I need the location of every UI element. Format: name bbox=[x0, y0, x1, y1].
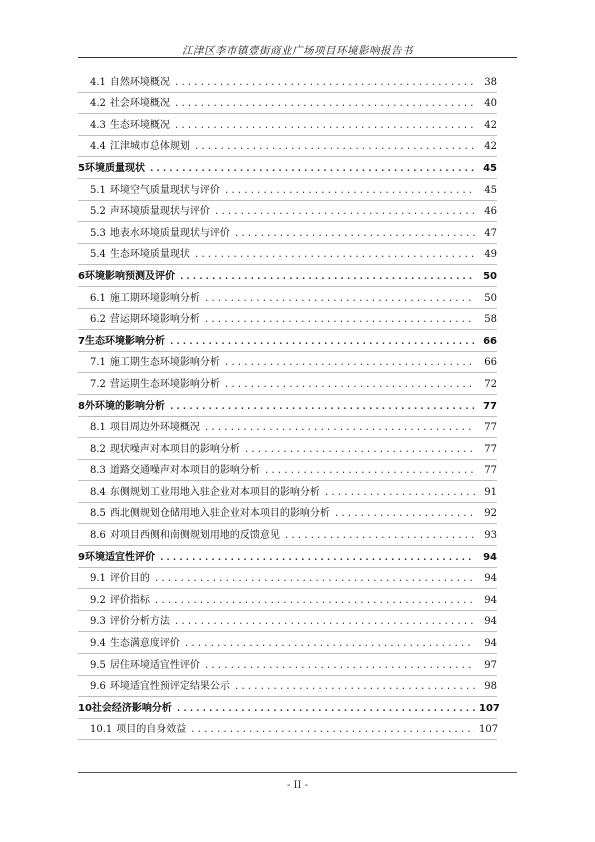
toc-entry-title: 外环境的影响分析 bbox=[84, 400, 165, 412]
toc-dot-leader bbox=[190, 724, 475, 736]
table-of-contents bbox=[78, 71, 500, 740]
footer-divider bbox=[78, 772, 517, 773]
toc-entry-number: 8 bbox=[78, 400, 85, 412]
toc-entry-page: 42 bbox=[484, 119, 497, 131]
toc-entry-title: 项目的自身效益 bbox=[116, 724, 187, 736]
toc-entry-page: 77 bbox=[484, 443, 497, 455]
toc-section-entry[interactable] bbox=[78, 309, 497, 331]
header-title: 江津区李市镇壹街商业广场项目环境影响报告书 bbox=[182, 45, 413, 57]
toc-entry-number: 8.1 bbox=[90, 422, 106, 434]
toc-section-entry[interactable] bbox=[78, 438, 497, 460]
toc-entry-page: 91 bbox=[484, 486, 497, 498]
toc-entry-page: 66 bbox=[484, 357, 497, 369]
toc-section-entry[interactable] bbox=[78, 136, 497, 158]
toc-entry-title: 现状噪声对本项目的影响分析 bbox=[109, 443, 240, 455]
toc-entry-number: 4.4 bbox=[90, 141, 106, 153]
toc-entry-title: 生态满意度评价 bbox=[109, 638, 180, 650]
toc-entry-title: 环境质量现状 bbox=[84, 162, 145, 174]
toc-entry-number: 8.5 bbox=[90, 508, 106, 520]
toc-entry-number: 8.6 bbox=[90, 530, 106, 542]
toc-chapter-entry[interactable] bbox=[78, 157, 497, 179]
toc-section-entry[interactable] bbox=[78, 373, 497, 395]
toc-entry-page: 42 bbox=[484, 141, 497, 153]
toc-entry-title: 环境适宜性评价 bbox=[84, 551, 155, 563]
toc-dot-leader bbox=[204, 660, 475, 672]
toc-entry-page: 40 bbox=[484, 98, 497, 110]
toc-dot-leader bbox=[324, 487, 475, 499]
toc-entry-title: 声环境质量现状与评价 bbox=[109, 206, 210, 218]
toc-entry-number: 7 bbox=[78, 335, 85, 347]
toc-dot-leader bbox=[264, 465, 475, 477]
toc-dot-leader bbox=[159, 552, 475, 564]
toc-entry-number: 9.3 bbox=[90, 616, 106, 628]
toc-dot-leader bbox=[204, 314, 475, 326]
toc-entry-page: 50 bbox=[483, 270, 497, 282]
toc-entry-page: 94 bbox=[483, 551, 497, 563]
toc-entry-number: 4.1 bbox=[90, 76, 106, 88]
toc-entry-title: 社会环境概况 bbox=[109, 98, 170, 110]
toc-dot-leader bbox=[179, 271, 475, 283]
toc-entry-title: 社会经济影响分析 bbox=[91, 702, 172, 714]
toc-entry-number: 9.6 bbox=[90, 681, 106, 693]
toc-section-entry[interactable] bbox=[78, 654, 497, 676]
toc-dot-leader bbox=[284, 530, 475, 542]
toc-section-entry[interactable] bbox=[78, 179, 497, 201]
toc-section-entry[interactable] bbox=[78, 676, 497, 698]
toc-dot-leader bbox=[174, 616, 475, 628]
toc-entry-title: 生态环境影响分析 bbox=[84, 335, 165, 347]
toc-section-entry[interactable] bbox=[78, 417, 497, 439]
toc-section-entry[interactable] bbox=[78, 719, 497, 741]
toc-entry-number: 8.2 bbox=[90, 443, 106, 455]
toc-dot-leader bbox=[234, 681, 475, 693]
toc-entry-page: 107 bbox=[479, 724, 499, 736]
toc-entry-number: 6 bbox=[78, 270, 85, 282]
toc-dot-leader bbox=[224, 185, 475, 197]
toc-dot-leader bbox=[174, 120, 475, 132]
toc-entry-page: 94 bbox=[484, 638, 497, 650]
toc-entry-number: 4.2 bbox=[90, 98, 106, 110]
toc-dot-leader bbox=[149, 163, 475, 175]
toc-dot-leader bbox=[214, 206, 475, 218]
toc-section-entry[interactable] bbox=[78, 481, 497, 503]
toc-entry-title: 施工期环境影响分析 bbox=[109, 292, 200, 304]
toc-dot-leader bbox=[174, 77, 475, 89]
toc-entry-title: 项目周边外环境概况 bbox=[109, 422, 200, 434]
toc-entry-page: 77 bbox=[484, 465, 497, 477]
toc-entry-title: 评价指标 bbox=[109, 594, 150, 606]
toc-entry-number: 6.2 bbox=[90, 314, 106, 326]
toc-entry-page: 50 bbox=[484, 292, 497, 304]
toc-entry-title: 施工期生态环境影响分析 bbox=[109, 357, 220, 369]
header-divider bbox=[78, 57, 517, 58]
toc-entry-number: 9 bbox=[78, 551, 85, 563]
toc-section-entry[interactable] bbox=[78, 589, 497, 611]
toc-entry-title: 西北侧规划仓储用地入驻企业对本项目的影响分析 bbox=[109, 508, 330, 520]
toc-entry-title: 生态环境质量现状 bbox=[109, 249, 190, 261]
toc-entry-page: 93 bbox=[484, 530, 497, 542]
toc-section-entry[interactable] bbox=[78, 503, 497, 525]
toc-dot-leader bbox=[176, 703, 475, 715]
toc-section-entry[interactable] bbox=[78, 201, 497, 223]
toc-entry-title: 地表水环境质量现状与评价 bbox=[109, 227, 230, 239]
toc-entry-title: 东侧规划工业用地入驻企业对本项目的影响分析 bbox=[109, 486, 320, 498]
toc-entry-page: 58 bbox=[484, 314, 497, 326]
toc-entry-number: 6.1 bbox=[90, 292, 106, 304]
toc-entry-title: 营运期生态环境影响分析 bbox=[109, 378, 220, 390]
toc-chapter-entry[interactable] bbox=[78, 265, 497, 287]
toc-section-entry[interactable] bbox=[78, 114, 497, 136]
toc-section-entry[interactable] bbox=[78, 71, 497, 93]
toc-entry-page: 47 bbox=[484, 227, 497, 239]
toc-entry-page: 97 bbox=[484, 659, 497, 671]
toc-entry-title: 生态环境概况 bbox=[109, 119, 170, 131]
toc-entry-page: 49 bbox=[484, 249, 497, 261]
toc-entry-title: 对项目西侧和南侧规划用地的反馈意见 bbox=[109, 530, 280, 542]
toc-entry-title: 营运期环境影响分析 bbox=[109, 314, 200, 326]
toc-section-entry[interactable] bbox=[78, 287, 497, 309]
toc-entry-number: 5.2 bbox=[90, 206, 106, 218]
toc-section-entry[interactable] bbox=[78, 93, 497, 115]
toc-dot-leader bbox=[204, 422, 475, 434]
toc-entry-title: 自然环境概况 bbox=[109, 76, 170, 88]
toc-dot-leader bbox=[154, 573, 475, 585]
toc-entry-page: 38 bbox=[484, 76, 497, 88]
toc-section-entry[interactable] bbox=[78, 632, 497, 654]
toc-entry-number: 8.3 bbox=[90, 465, 106, 477]
toc-entry-title: 评价分析方法 bbox=[109, 616, 170, 628]
toc-entry-number: 4.3 bbox=[90, 119, 106, 131]
toc-entry-page: 72 bbox=[484, 378, 497, 390]
toc-entry-page: 94 bbox=[484, 616, 497, 628]
toc-entry-page: 45 bbox=[483, 162, 497, 174]
toc-entry-number: 8.4 bbox=[90, 486, 106, 498]
toc-dot-leader bbox=[194, 249, 475, 261]
toc-dot-leader bbox=[154, 595, 475, 607]
toc-entry-number: 5.1 bbox=[90, 184, 106, 196]
toc-entry-number: 5.3 bbox=[90, 227, 106, 239]
toc-chapter-entry[interactable] bbox=[78, 697, 500, 719]
toc-dot-leader bbox=[224, 379, 475, 391]
toc-entry-number: 5 bbox=[78, 162, 85, 174]
toc-entry-number: 10.1 bbox=[90, 724, 113, 736]
toc-section-entry[interactable] bbox=[78, 460, 497, 482]
toc-entry-number: 10 bbox=[78, 702, 92, 714]
toc-section-entry[interactable] bbox=[78, 222, 497, 244]
toc-entry-page: 77 bbox=[483, 400, 497, 412]
toc-dot-leader bbox=[184, 638, 475, 650]
toc-entry-number: 9.4 bbox=[90, 638, 106, 650]
toc-entry-title: 居住环境适宜性评价 bbox=[109, 659, 200, 671]
toc-dot-leader bbox=[234, 228, 475, 240]
toc-entry-page: 94 bbox=[484, 594, 497, 606]
toc-dot-leader bbox=[334, 508, 475, 520]
toc-chapter-entry[interactable] bbox=[78, 395, 497, 417]
toc-section-entry[interactable] bbox=[78, 352, 497, 374]
toc-entry-page: 98 bbox=[484, 681, 497, 693]
toc-dot-leader bbox=[244, 444, 475, 456]
toc-section-entry[interactable] bbox=[78, 568, 497, 590]
toc-dot-leader bbox=[204, 293, 475, 305]
toc-entry-title: 评价目的 bbox=[109, 573, 150, 585]
toc-entry-number: 9.1 bbox=[90, 573, 106, 585]
toc-entry-page: 46 bbox=[484, 206, 497, 218]
toc-entry-page: 45 bbox=[484, 184, 497, 196]
toc-entry-title: 道路交通噪声对本项目的影响分析 bbox=[109, 465, 260, 477]
toc-entry-title: 环境适宜性预评定结果公示 bbox=[109, 681, 230, 693]
toc-entry-number: 9.5 bbox=[90, 659, 106, 671]
toc-dot-leader bbox=[169, 336, 475, 348]
toc-entry-number: 7.2 bbox=[90, 378, 106, 390]
toc-entry-page: 92 bbox=[484, 508, 497, 520]
toc-entry-number: 9.2 bbox=[90, 594, 106, 606]
toc-entry-title: 环境影响预测及评价 bbox=[84, 270, 175, 282]
toc-entry-page: 94 bbox=[484, 573, 497, 585]
toc-entry-page: 77 bbox=[484, 422, 497, 434]
toc-entry-number: 7.1 bbox=[90, 357, 106, 369]
toc-section-entry[interactable] bbox=[78, 524, 497, 546]
toc-chapter-entry[interactable] bbox=[78, 330, 497, 352]
toc-entry-title: 江津城市总体规划 bbox=[109, 141, 190, 153]
toc-dot-leader bbox=[194, 141, 475, 153]
toc-entry-number: 5.4 bbox=[90, 249, 106, 261]
toc-dot-leader bbox=[224, 357, 475, 369]
toc-entry-page: 66 bbox=[483, 335, 497, 347]
toc-chapter-entry[interactable] bbox=[78, 546, 497, 568]
toc-dot-leader bbox=[174, 98, 475, 110]
toc-dot-leader bbox=[169, 401, 475, 413]
toc-section-entry[interactable] bbox=[78, 244, 497, 266]
toc-section-entry[interactable] bbox=[78, 611, 497, 633]
footer-page-number: - II - bbox=[286, 780, 308, 791]
toc-entry-page: 107 bbox=[479, 702, 500, 714]
toc-entry-title: 环境空气质量现状与评价 bbox=[109, 184, 220, 196]
